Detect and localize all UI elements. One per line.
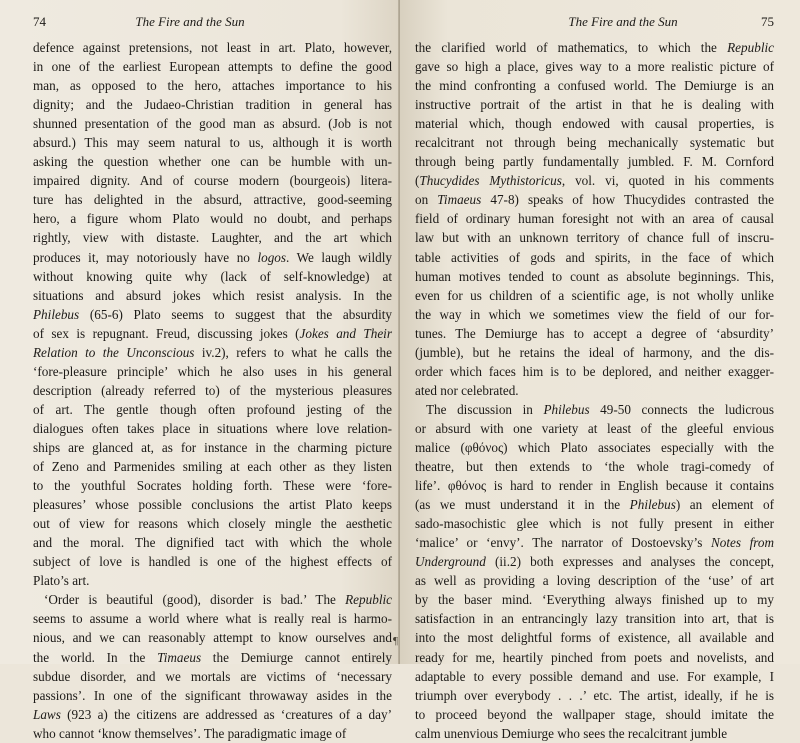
right-text-line: recalcitrant not through being mechanically systematic but: [415, 135, 774, 151]
left-text-line: Plato’s art.: [33, 573, 90, 589]
right-text-line: through being partly fundamentally jumbled. F. M. Cornford: [415, 154, 774, 170]
left-text-line: to the youthful Socrates holding forth. These were ‘fore-: [33, 478, 392, 494]
left-text-line: rightly, view with distaste. Laughter, and the art which: [33, 230, 392, 246]
right-text-line: theatre, but then extends to ‘the whole tragi-comedy of: [415, 459, 774, 475]
right-text-line: triumph over everybody . . .’ etc. The artist, ideally, if he is: [415, 687, 774, 703]
right-text-line: adaptable to every possible demand and use. For example, I: [415, 668, 774, 684]
left-text-line: produces it, may notoriously have no logos. We laugh wildly: [33, 249, 392, 265]
left-text-line: description (already referred to) of the mysterious pleasures: [33, 382, 392, 398]
right-text-line: The discussion in Philebus 49-50 connects the ludicrous: [426, 401, 774, 417]
right-text-line: Underground (ii.2) both expresses and analyses the concept,: [415, 554, 774, 570]
right-text-line: material which, though endowed with causal properties, is: [415, 116, 774, 132]
left-running-title: The Fire and the Sun: [135, 14, 245, 29]
right-text-line: satisfaction in an entrancingly lazy transition into art, that is: [415, 611, 774, 627]
right-body-text: [415, 38, 774, 743]
left-text-line: Laws (923 a) the citizens are addressed as ‘creatures of a day’: [33, 706, 392, 722]
right-text-line: into the most delightful forms of existence, all available and: [415, 630, 774, 646]
left-text-line: out of view for reasons which closely mingle the aesthetic: [33, 516, 392, 532]
left-text-line: impaired dignity. And of course modern (bourgeois) litera-: [33, 173, 392, 189]
left-text-line: ships are glanced at, as for instance in the charming picture: [33, 439, 392, 455]
left-text-line: who cannot ‘know themselves’. The paradigmatic image of: [33, 725, 347, 741]
right-running-title: The Fire and the Sun: [568, 14, 678, 29]
right-text-line: order which faces him is to be deplored, and neither exagger-: [415, 363, 774, 379]
left-text-line: passions’. In one of the significant throwaway asides in the: [33, 687, 392, 703]
left-text-line: the world. In the Timaeus the Demiurge cannot entirely: [33, 649, 392, 665]
right-running-head: [415, 14, 774, 36]
left-text-line: of sex is repugnant. Freud, discussing jokes (Jokes and Their: [33, 325, 392, 341]
right-text-line: malice (φθόνος) which Plato associates especially with the: [415, 439, 774, 455]
right-text-line: as well as providing a loving description of the ‘use’ of art: [415, 573, 774, 589]
right-text-line: even for us children of a scientific age, is not wholly unlike: [415, 287, 774, 303]
left-text-line: Relation to the Unconscious iv.2), refers to what he calls the: [33, 344, 393, 360]
right-text-line: instructive portrait of the artist in that he is dealing with: [415, 97, 774, 113]
left-text-line: of art. The gentle though often profound jesting of the: [33, 401, 392, 417]
right-page: [400, 0, 800, 741]
left-text-line: in one of the earliest European attempts to define the good: [33, 59, 392, 75]
right-text-line: table activities of gods and spirits, in the face of which: [415, 249, 774, 265]
left-text-line: man, as opposed to the hero, attaches importance to his: [33, 78, 392, 94]
left-text-line: seems to assume a world where what is really real is harmo-: [33, 611, 392, 627]
right-text-line: calm unenvious Demiurge who sees the recalcitrant jumble: [415, 725, 728, 741]
left-text-line: ‘Order is beautiful (good), disorder is bad.’ The Republic: [44, 592, 392, 608]
right-text-line: the way in which we sometimes view the field of our for-: [415, 306, 774, 322]
left-text-line: shunned presentation of the good man as absurd. (Job is not: [33, 116, 392, 132]
left-text-line: ‘fore-pleasure principle’ which he also uses in his general: [33, 363, 392, 379]
right-text-line: life’. φθόνος is hard to render in English because it contains: [415, 478, 774, 494]
right-text-line: (as we must understand it in the Philebus) an element of: [415, 497, 774, 513]
gutter-mark: ¶: [393, 635, 398, 647]
left-text-line: asking the question whether one can be humble with un-: [33, 154, 392, 170]
right-text-line: sado-masochistic glee which is not fully present in either: [415, 516, 774, 532]
left-body-text: [33, 38, 392, 743]
right-text-line: to proceed beyond the wallpaper stage, should imitate the: [415, 706, 774, 722]
right-text-line: field of ordinary human foresight not with an area of causal: [415, 211, 774, 227]
left-text-line: dialogues often takes place in situations where love relation-: [33, 420, 392, 436]
right-text-line: (Thucydides Mythistoricus, vol. vi, quoted in his comments: [415, 173, 774, 189]
left-text-line: hero, a figure whom Plato would no doubt, and perhaps: [33, 211, 392, 227]
left-text-line: and the moral. The dignified tact with which the whole: [33, 535, 392, 551]
right-text-line: the clarified world of mathematics, to which the Republic: [415, 40, 774, 55]
left-text-line: situations and absurd jokes which resist analysis. In the: [33, 287, 392, 303]
right-text-line: ated nor celebrated.: [415, 382, 519, 398]
right-text-line: ‘malice’ or ‘envy’. The narrator of Dostoevsky’s Notes from: [415, 535, 775, 551]
right-text-line: gave so high a place, gives way to a more realistic picture of: [415, 59, 774, 75]
left-text-line: dignity; and the Judaeo-Christian tradition in general has: [33, 97, 392, 113]
left-running-head: [33, 14, 392, 36]
left-page: [0, 0, 400, 741]
left-text-line: ture has delighted in the absurd, attractive, good-seeming: [33, 192, 392, 208]
left-text-line: pleasures’ whose possible conclusions the artist Plato keeps: [33, 497, 392, 513]
right-text-line: by the baser mind. ‘Everything always finished up to my: [415, 592, 774, 608]
left-text-line: without knowing quite why (lack of self-knowledge) at: [33, 268, 392, 284]
left-text-line: Philebus (65-6) Plato seems to suggest that the absurdity: [33, 306, 392, 322]
left-text-line: subdue disorder, and we mortals are victims of ‘necessary: [33, 668, 392, 684]
right-text-line: on Timaeus 47-8) speaks of how Thucydides contrasted the: [415, 192, 775, 208]
right-page-number: 75: [761, 14, 774, 29]
right-text-line: law but with an unknown territory of chance full of inscru-: [415, 230, 774, 246]
right-text-line: or absurd with one variety at least of the gleeful envious: [415, 420, 774, 436]
left-text-line: subject of love is handled is one of the highest effects of: [33, 554, 392, 570]
left-page-number: 74: [33, 14, 46, 29]
right-text-line: ready for me, heartily pinched from poets and novelists, and: [415, 649, 774, 665]
left-text-line: absurd.) This may seem natural to us, although it is worth: [33, 135, 392, 151]
left-text-line: of Zeno and Parmenides smiling at each other as they listen: [33, 459, 392, 475]
left-text-line: defence against pretensions, not least in art. Plato, however,: [33, 40, 392, 55]
right-text-line: (jumble), but he retains the ideal of harmony, and the dis-: [415, 344, 774, 360]
right-text-line: tunes. The Demiurge has to accept a degree of ‘absurdity’: [415, 325, 774, 341]
left-text-line: nious, and we can reasonably attempt to know ourselves and: [33, 630, 392, 646]
right-text-line: human motives tended to count as absolute beginnings. This,: [415, 268, 774, 284]
right-text-line: the mind confronting a confused world. The Demiurge is an: [415, 78, 774, 94]
